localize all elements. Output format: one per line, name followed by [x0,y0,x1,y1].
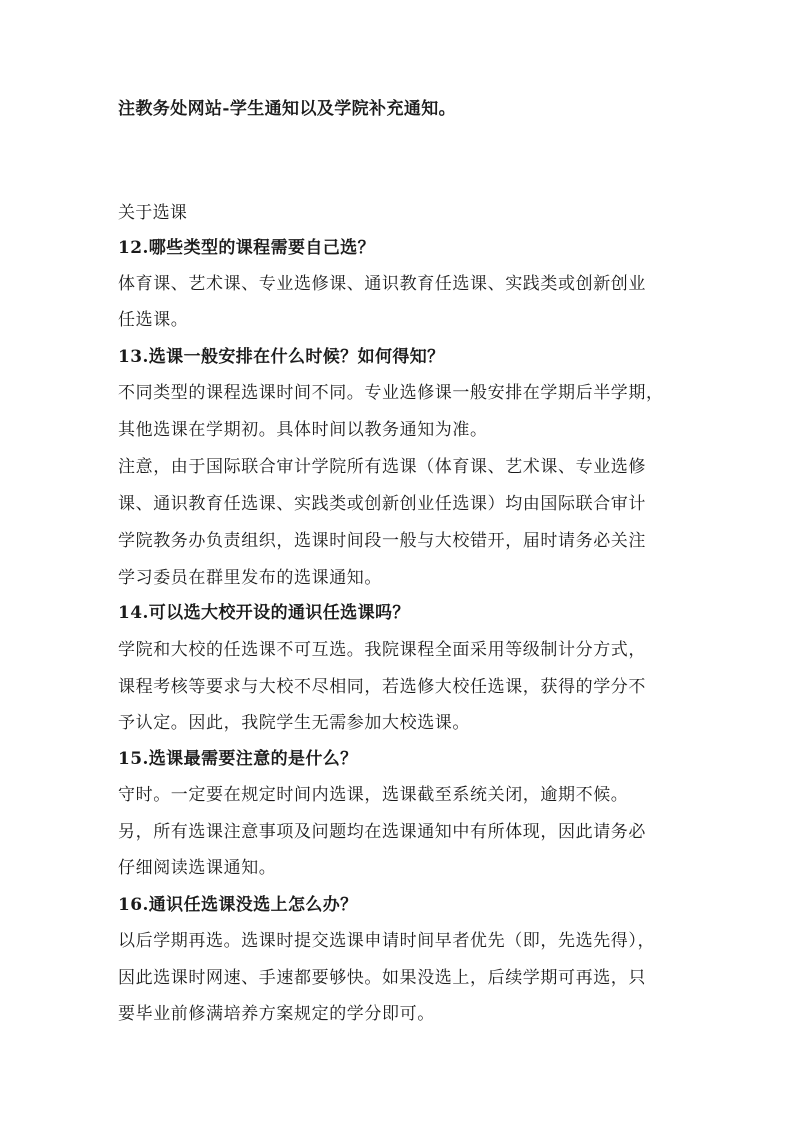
answer-16-line-3: 要毕业前修满培养方案规定的学分即可。 [118,1004,435,1024]
answer-12-line-1: 体育课、艺术课、专业选修课、通识教育任选课、实践类或创新创业 [118,274,646,294]
answer-16-line-2: 因此选课时网速、手速都要够快。如果没选上，后续学期可再选，只 [118,968,646,988]
answer-12-line-2: 任选课。 [118,310,189,330]
answer-15-line-3: 仔细阅读选课通知。 [118,858,277,878]
answer-13-line-3: 注意，由于国际联合审计学院所有选课（体育课、艺术课、专业选修 [118,457,646,477]
answer-13-line-1: 不同类型的课程选课时间不同。专业选修课一般安排在学期后半学期， [118,383,664,403]
answer-16-line-1: 以后学期再选。选课时提交选课申请时间早者优先（即，先选先得）， [118,931,656,951]
answer-14-line-2: 课程考核等要求与大校不尽相同，若选修大校任选课，获得的学分不 [118,677,646,697]
intro-tail-text: 注教务处网站-学生通知以及学院补充通知。 [118,99,457,119]
question-13: 13.选课一般安排在什么时候？如何得知？ [118,347,445,367]
answer-15-line-1: 守时。一定要在规定时间内选课，选课截至系统关闭，逾期不候。 [118,785,629,805]
question-16: 16.通识任选课没选上怎么办？ [118,895,358,915]
answer-14-line-1: 学院和大校的任选课不可互选。我院课程全面采用等级制计分方式， [118,640,646,660]
answer-15-line-2: 另，所有选课注意事项及问题均在选课通知中有所体现，因此请务必 [118,822,646,842]
answer-13-line-5: 学院教务办负责组织，选课时间段一般与大校错开，届时请务必关注 [118,531,646,551]
question-15: 15.选课最需要注意的是什么？ [118,749,358,769]
answer-13-line-2: 其他选课在学期初。具体时间以教务通知为准。 [118,420,488,440]
answer-14-line-3: 予认定。因此，我院学生无需参加大校选课。 [118,713,470,733]
question-12: 12.哪些类型的课程需要自己选？ [118,238,375,258]
answer-13-line-6: 学习委员在群里发布的选课通知。 [118,568,382,588]
question-14: 14.可以选大校开设的通识任选课吗？ [118,603,410,623]
answer-13-line-4: 课、通识教育任选课、实践类或创新创业任选课）均由国际联合审计 [118,494,646,514]
section-title: 关于选课 [118,203,188,223]
